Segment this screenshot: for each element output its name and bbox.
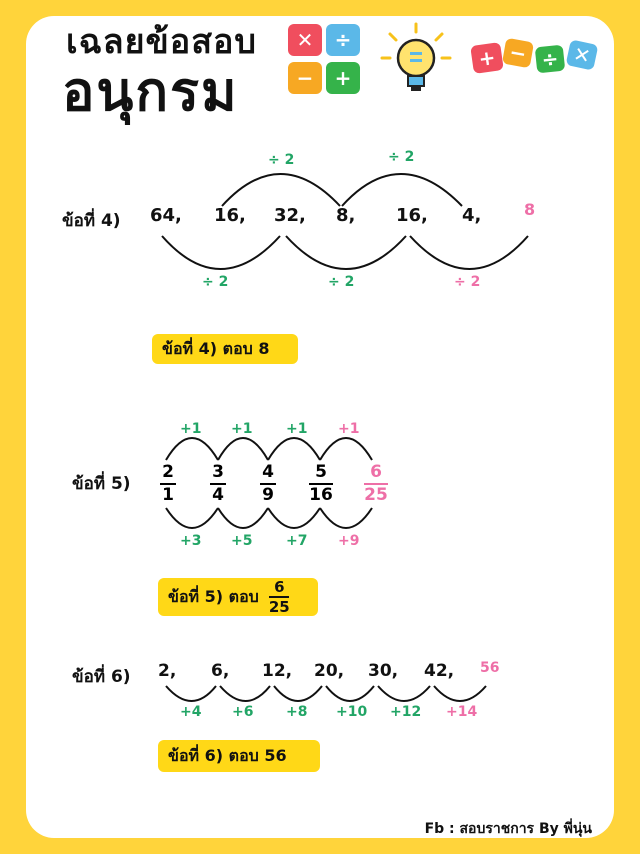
- q5-op-bottom-answer: +9: [338, 533, 360, 549]
- q4-label: ข้อที่ 4): [62, 211, 121, 231]
- q4-op-bottom-answer: ÷ 2: [454, 274, 481, 290]
- divide-icon: ÷: [326, 24, 360, 56]
- q6-op: +10: [336, 704, 368, 720]
- q6-op-answer: +14: [446, 704, 478, 720]
- q5-fraction: [210, 463, 226, 505]
- numerator: 3: [212, 462, 224, 482]
- q4-term: 4,: [462, 205, 482, 226]
- q4-term: 16,: [396, 205, 428, 226]
- minus-tile-icon: −: [502, 38, 534, 68]
- q5-op-bottom: +7: [286, 533, 308, 549]
- multiply-tile-icon: ✕: [566, 39, 599, 70]
- q5-op-top: +1: [286, 421, 308, 437]
- multiply-icon: ✕: [288, 24, 322, 56]
- q6-answer-box: ข้อที่ 6) ตอบ 56: [158, 740, 320, 772]
- q5-fraction: [160, 463, 176, 505]
- q5-op-top: +1: [231, 421, 253, 437]
- q4-term: 8,: [336, 205, 356, 226]
- q4-op-bottom: ÷ 2: [328, 274, 355, 290]
- q5-answer-box-fraction: [269, 579, 290, 615]
- denominator: 25: [268, 598, 290, 616]
- q4-term: 16,: [214, 205, 246, 226]
- plus-tile-icon: +: [470, 42, 504, 74]
- divide-tile-icon: ÷: [535, 45, 566, 74]
- q5-answer-box: [158, 578, 318, 616]
- denominator: 1: [162, 485, 174, 505]
- q4-term: 32,: [274, 205, 306, 226]
- q6-term: 12,: [262, 661, 293, 681]
- q6-op: +8: [286, 704, 308, 720]
- q6-op: +12: [390, 704, 422, 720]
- q4-answer-box: ข้อที่ 4) ตอบ 8: [152, 334, 298, 364]
- numerator: 6: [370, 462, 382, 482]
- denominator: 9: [262, 485, 274, 505]
- title-line2: อนุกรม: [62, 60, 239, 123]
- q5-op-bottom: +5: [231, 533, 253, 549]
- q4-op-top: ÷ 2: [388, 149, 415, 165]
- q4-op-bottom: ÷ 2: [202, 274, 229, 290]
- q5-label: ข้อที่ 5): [72, 474, 131, 494]
- q6-op: +6: [232, 704, 254, 720]
- q5-answer-fraction: [364, 463, 388, 505]
- q4-answer-term: 8: [524, 200, 536, 219]
- q6-answer-term: 56: [480, 660, 500, 676]
- q6-op: +4: [180, 704, 202, 720]
- denominator: 25: [364, 485, 388, 505]
- title-line1: เฉลยข้อสอบ: [66, 22, 257, 62]
- q5-op-top-answer: +1: [338, 421, 360, 437]
- q5-fraction: [260, 463, 276, 505]
- numerator: 2: [162, 462, 174, 482]
- q6-term: 20,: [314, 661, 345, 681]
- q6-term: 30,: [368, 661, 399, 681]
- q6-label: ข้อที่ 6): [72, 667, 131, 687]
- q6-term: 2,: [158, 661, 177, 681]
- numerator: 6: [274, 578, 285, 596]
- q5-op-top: +1: [180, 421, 202, 437]
- plus-icon: +: [326, 62, 360, 94]
- footer-credit: Fb : สอบราชการ By พี่นุ่น: [424, 821, 592, 837]
- q6-term: 42,: [424, 661, 455, 681]
- q4-term: 64,: [150, 205, 182, 226]
- q4-op-top: ÷ 2: [268, 152, 295, 168]
- q5-fraction: [309, 463, 333, 505]
- numerator: 5: [315, 462, 327, 482]
- q6-term: 6,: [211, 661, 230, 681]
- q5-answer-label: ข้อที่ 5) ตอบ: [168, 586, 259, 606]
- minus-icon: −: [288, 62, 322, 94]
- denominator: 4: [212, 485, 224, 505]
- q5-op-bottom: +3: [180, 533, 202, 549]
- numerator: 4: [262, 462, 274, 482]
- denominator: 16: [309, 485, 333, 505]
